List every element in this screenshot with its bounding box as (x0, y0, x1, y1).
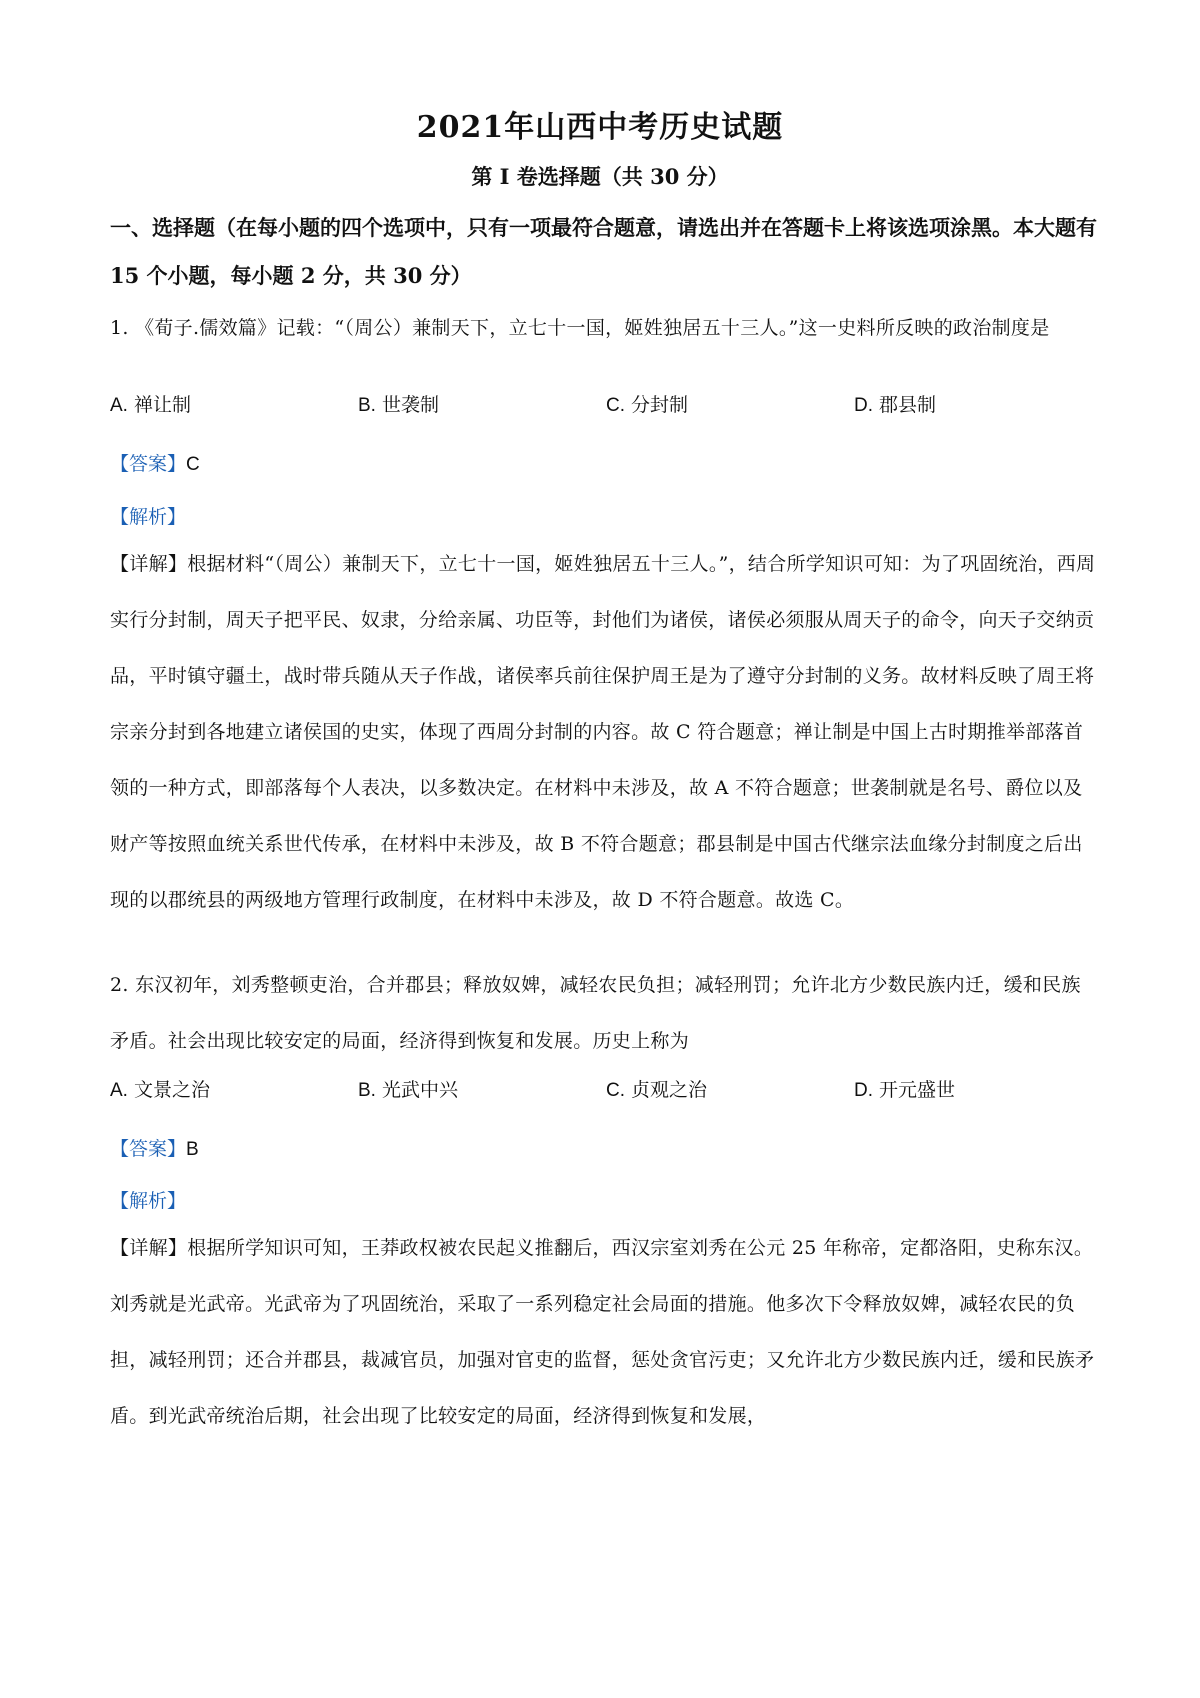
option-d (854, 390, 936, 417)
option-text: 光武中兴 (382, 1079, 459, 1101)
option-text: 郡县制 (879, 394, 937, 416)
option-letter: A. (110, 395, 128, 416)
detail-2 (110, 1220, 1100, 1444)
detail-label: 【详解】 (110, 1237, 188, 1259)
detail-text: 根据材料“（周公）兼制天下，立七十一国，姬姓独居五十三人。”，结合所学知识可知：为了巩固统治，西周实行分封制，周天子把平民、奴隶，分给亲属、功臣等，封他们为诸侯，诸侯必须服从周天子的命令，向天子交纳贡品，平时镇守疆土，战时带兵随从天子作战，诸侯率兵前往保护周王是为了遵守分封制的义务。故材料反映了周王将宗亲分封到各地建立诸侯国的史实，体现了西周分封制的内容。故 C 符合题意；禅让制是中国上古时期推举部落首领的一种方式，即部落每个人表决，以多数决定。在材料中未涉及，故 A 不符合题意；世袭制就是名号、爵位以及财产等按照血统关系世代传承，在材料中未涉及，故 B 不符合题意；郡县制是中国古代继宗法血缘分封制度之后出现的以郡统县的两级地方管理行政制度，在材料中未涉及，故 D 不符合题意。故选 C。 (110, 553, 1096, 911)
option-letter: A. (110, 1080, 128, 1101)
section-heading: 一、选择题（在每小题的四个选项中，只有一项最符合题意，请选出并在答题卡上将该选项涂黑。本大题有 15 个小题，每小题 2 分，共 30 分） (110, 215, 1097, 288)
answer-label: 【答案】 (110, 1138, 187, 1160)
question-1-options (110, 390, 1100, 420)
answer-2 (110, 1134, 199, 1161)
option-a (110, 1075, 210, 1102)
answer-label: 【答案】 (110, 453, 187, 475)
option-letter: C. (606, 395, 625, 416)
question-1-stem: 1. 《荀子.儒效篇》记载：“（周公）兼制天下，立七十一国，姬姓独居五十三人。”这一史料所反映的政治制度是 (110, 317, 1050, 339)
option-c (606, 390, 688, 417)
option-text: 分封制 (631, 394, 689, 416)
answer-value: B (186, 1139, 199, 1160)
option-text: 禅让制 (134, 394, 192, 416)
option-d (854, 1075, 955, 1102)
page-title: 2021年山西中考历史试题 (416, 110, 784, 145)
option-text: 文景之治 (134, 1079, 211, 1101)
analysis-label-1: 【解析】 (110, 506, 187, 528)
option-letter: B. (358, 1080, 376, 1101)
option-c (606, 1075, 707, 1102)
option-letter: D. (854, 395, 873, 416)
detail-text: 根据所学知识可知，王莽政权被农民起义推翻后，西汉宗室刘秀在公元 25 年称帝，定都洛阳，史称东汉。刘秀就是光武帝。光武帝为了巩固统治，采取了一系列稳定社会局面的措施。他多次下令释放奴婢，减轻农民的负担，减轻刑罚；还合并郡县，裁减官员，加强对官吏的监督，惩处贪官污吏；又允许北方少数民族内迁，缓和民族矛盾。到光武帝统治后期，社会出现了比较安定的局面，经济得到恢复和发展， (110, 1237, 1095, 1427)
option-text: 开元盛世 (879, 1079, 956, 1101)
option-b (358, 1075, 458, 1102)
option-letter: B. (358, 395, 376, 416)
analysis-label-2: 【解析】 (110, 1190, 187, 1212)
answer-value: C (186, 454, 200, 475)
question-2-stem: 2. 东汉初年，刘秀整顿吏治，合并郡县；释放奴婢，减轻农民负担；减轻刑罚；允许北方少数民族内迁，缓和民族矛盾。社会出现比较安定的局面，经济得到恢复和发展。历史上称为 (110, 974, 1081, 1052)
detail-label: 【详解】 (110, 553, 188, 575)
detail-1 (110, 536, 1100, 928)
option-text: 世袭制 (382, 394, 440, 416)
volume-subtitle: 第 I 卷选择题（共 30 分） (471, 164, 729, 189)
option-text: 贞观之治 (631, 1079, 708, 1101)
option-letter: C. (606, 1080, 625, 1101)
option-b (358, 390, 439, 417)
option-letter: D. (854, 1080, 873, 1101)
option-a (110, 390, 191, 417)
question-2-options (110, 1075, 1100, 1105)
answer-1 (110, 449, 200, 476)
